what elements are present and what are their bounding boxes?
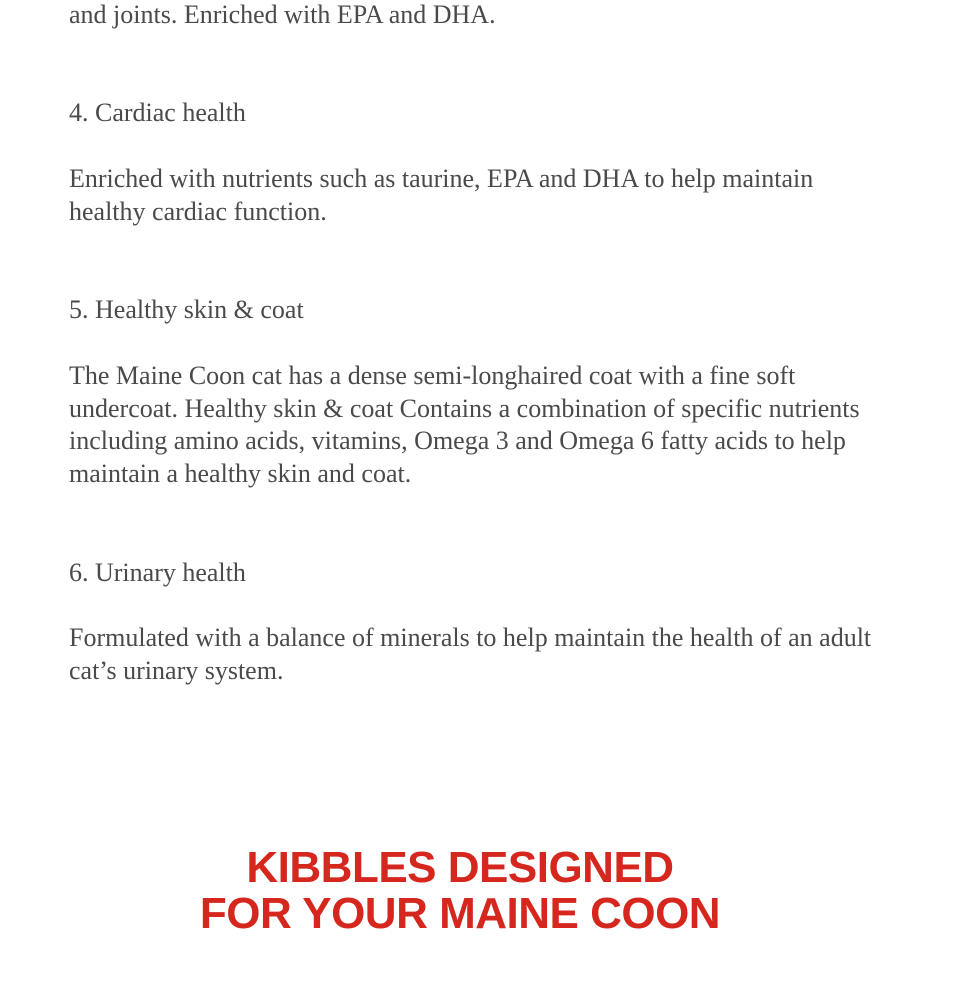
section-body-skin-coat: The Maine Coon cat has a dense semi-longhaired coat with a fine soft undercoat. Healthy skin & coat Contains a combination of specific nutrients including amino acids, vitamins, Omega 3 and Omega 6 fatty acids to help maintain a healthy skin and coat. xyxy=(69,361,860,488)
banner-line-2: FOR YOUR MAINE COON xyxy=(199,889,721,938)
section-heading-urinary: 6. Urinary health xyxy=(69,558,246,587)
section-heading-cardiac: 4. Cardiac health xyxy=(69,98,246,127)
banner-line-1: KIBBLES DESIGNED xyxy=(246,843,674,892)
section-body-urinary: Formulated with a balance of minerals to help maintain the health of an adult cat’s urinary system. xyxy=(69,623,872,685)
section-body-cardiac: Enriched with nutrients such as taurine, EPA and DHA to help maintain healthy cardiac function. xyxy=(69,164,814,226)
kibbles-banner xyxy=(0,845,920,937)
section-heading-skin-coat: 5. Healthy skin & coat xyxy=(69,295,304,324)
intro-paragraph-tail: and joints. Enriched with EPA and DHA. xyxy=(69,0,496,29)
